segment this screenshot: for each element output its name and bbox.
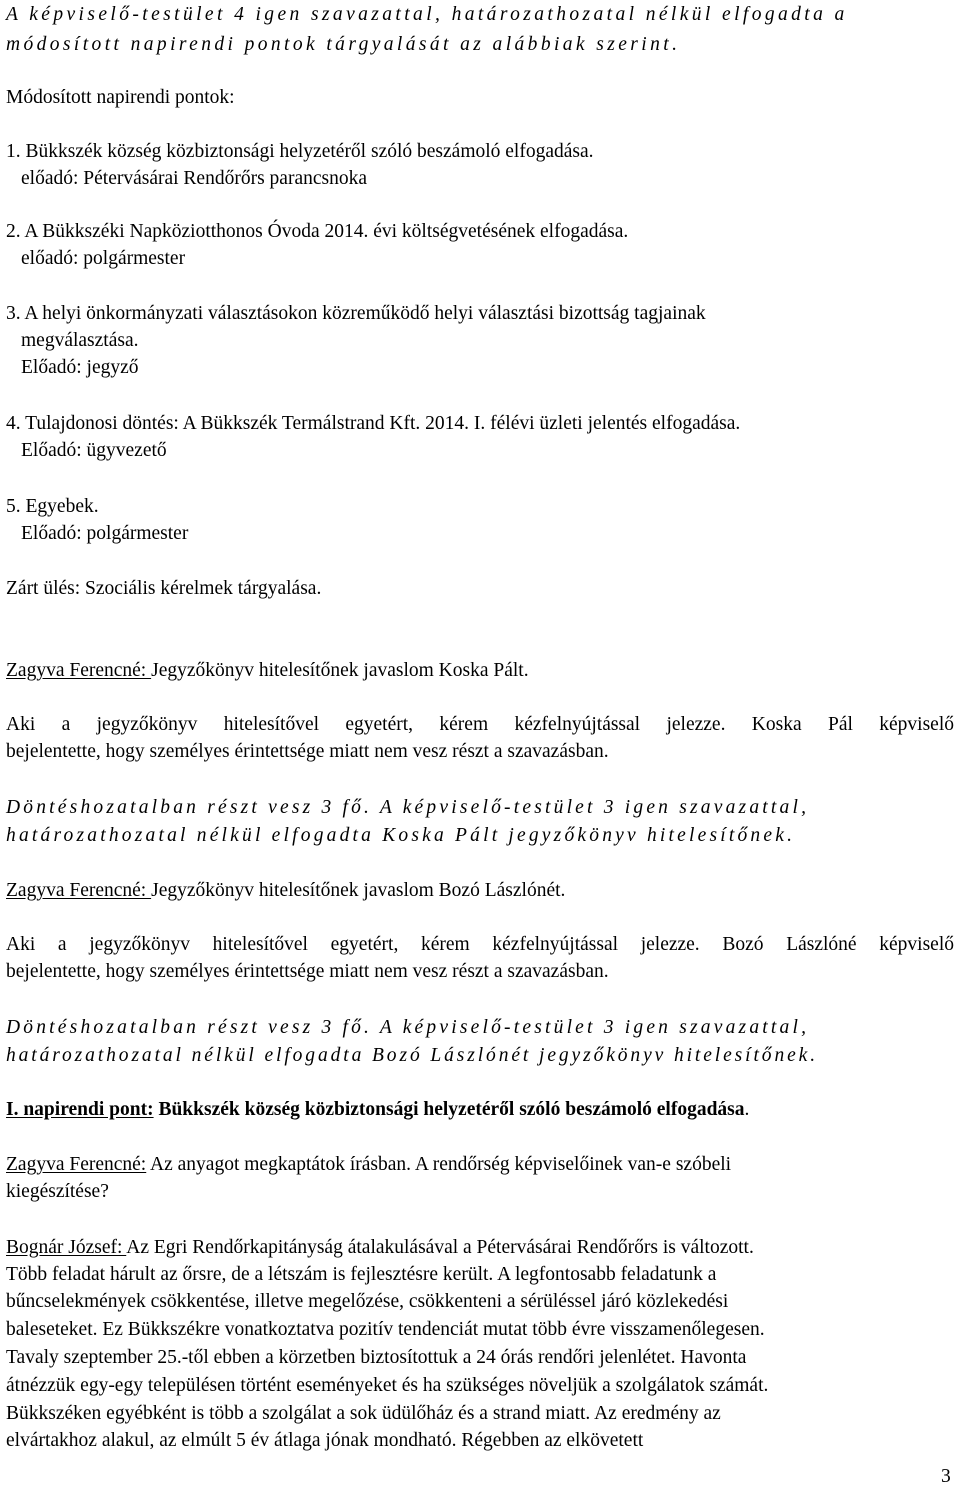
block2-decision-1 (6, 1018, 809, 1038)
block2-line (6, 881, 565, 901)
answer-line-6: átnézzük egy-egy településen történt eseményeket és ha szükséges növeljük a szolgálatok számát. (6, 1375, 769, 1396)
agenda-item-heading (6, 1100, 749, 1120)
answer-line-2: Több feladat hárult az őrsre, de a létszám is fejlesztésre került. A legfontosabb feladatunk a (6, 1264, 717, 1285)
agenda-item-4-presenter: Előadó: ügyvezető (21, 440, 167, 461)
answer-speaker: Bognár József: (6, 1237, 127, 1258)
answer-line-7: Bükkszéken egyébként is több a szolgálat a sok üdülőház és a strand miatt. Az eredmény az (6, 1403, 721, 1424)
block1-paragraph-2: bejelentette, hogy személyes érintettsége miatt nem vesz részt a szavazásban. (6, 741, 609, 762)
page-number: 3 (941, 1466, 951, 1487)
question-text: Az anyagot megkaptátok írásban. A rendőrség képviselőinek van-e szóbeli (146, 1154, 732, 1175)
block1-decision-1a: Döntéshozatalban részt vesz 3 fő. (6, 797, 373, 818)
block1-speaker: Zagyva Ferencné: (6, 660, 152, 681)
item1-title: Bükkszék község közbiztonsági helyzetéről szóló beszámoló elfogadása (153, 1099, 745, 1120)
question-speaker: Zagyva Ferencné: (6, 1154, 147, 1175)
answer-line-5: Tavaly szeptember 25.-től ebben a körzetben biztosítottuk a 24 órás rendőri jelenlétet. Havonta (6, 1347, 747, 1368)
answer-text: Az Egri Rendőrkapitányság átalakulásával a Pétervásárai Rendőrőrs is változott. (126, 1237, 754, 1258)
agenda-item-4: 4. Tulajdonosi döntés: A Bükkszék Termálstrand Kft. 2014. I. félévi üzleti jelentés elfogadása. (6, 413, 741, 434)
block2-paragraph-2: bejelentette, hogy személyes érintettsége miatt nem vesz részt a szavazásban. (6, 961, 609, 982)
agenda-item-5: 5. Egyebek. (6, 496, 99, 517)
block2-decision-2: határozathozatal nélkül elfogadta Bozó Lászlónét jegyzőkönyv hitelesítőnek. (6, 1045, 818, 1066)
block1-text: Jegyzőkönyv hitelesítőnek javaslom Koska Pált. (151, 660, 529, 681)
agenda-item-3: 3. A helyi önkormányzati választásokon közreműködő helyi választási bizottság tagjainak (6, 303, 706, 324)
agenda-item-3-presenter: Előadó: jegyző (21, 357, 139, 378)
question-line (6, 1155, 731, 1175)
block2-text: Jegyzőkönyv hitelesítőnek javaslom Bozó Lászlónét. (151, 880, 566, 901)
block1-decision-2: határozathozatal nélkül elfogadta Koska Pált jegyzőkönyv hitelesítőnek. (6, 825, 796, 846)
block1-paragraph-1: Aki a jegyzőkönyv hitelesítővel egyetért, kérem kézfelnyújtással jelezze. Koska Pál képviselő (6, 714, 954, 735)
intro-line-2: módosított napirendi pontok tárgyalását az alábbiak szerint. (6, 34, 681, 55)
answer-line-1 (6, 1238, 754, 1258)
agenda-item-1-presenter: előadó: Pétervásárai Rendőrőrs parancsnoka (21, 168, 367, 189)
question-cont: kiegészítése? (6, 1181, 109, 1202)
agenda-item-2: 2. A Bükkszéki Napköziotthonos Óvoda 2014. évi költségvetésének elfogadása. (6, 221, 629, 242)
block1-line (6, 661, 529, 681)
agenda-item-2-presenter: előadó: polgármester (21, 248, 186, 269)
block2-decision-1b: A képviselő-testület 3 igen szavazattal, (372, 1017, 810, 1038)
agenda-item-3-cont: megválasztása. (21, 330, 139, 351)
intro-line-1: A képviselő-testület 4 igen szavazattal, határozathozatal nélkül elfogadta a (6, 4, 848, 25)
answer-line-8: elvártakhoz alakul, az elmúlt 5 év átlaga jónak mondható. Régebben az elkövetett (6, 1430, 644, 1451)
block1-decision-1b: A képviselő-testület 3 igen szavazattal, (372, 797, 810, 818)
answer-line-3: bűncselekmények csökkentése, illetve megelőzése, csökkenteni a sérüléssel járó közlekedési (6, 1291, 729, 1312)
block2-decision-1a: Döntéshozatalban részt vesz 3 fő. (6, 1017, 373, 1038)
answer-line-4: baleseteket. Ez Bükkszékre vonatkoztatva pozitív tendenciát mutat több évre visszamenőlegesen. (6, 1319, 765, 1340)
block2-speaker: Zagyva Ferencné: (6, 880, 152, 901)
agenda-item-1: 1. Bükkszék község közbiztonsági helyzetéről szóló beszámoló elfogadása. (6, 141, 594, 162)
closed-session: Zárt ülés: Szociális kérelmek tárgyalása. (6, 578, 322, 599)
agenda-item-5-presenter: Előadó: polgármester (21, 523, 189, 544)
item1-label: I. napirendi pont: (6, 1099, 154, 1120)
item1-period: . (744, 1099, 750, 1120)
block1-decision-1 (6, 798, 809, 818)
block2-paragraph-1: Aki a jegyzőkönyv hitelesítővel egyetért, kérem kézfelnyújtással jelezze. Bozó Lászlóné képviselő (6, 934, 954, 955)
agenda-title: Módosított napirendi pontok: (6, 87, 235, 108)
